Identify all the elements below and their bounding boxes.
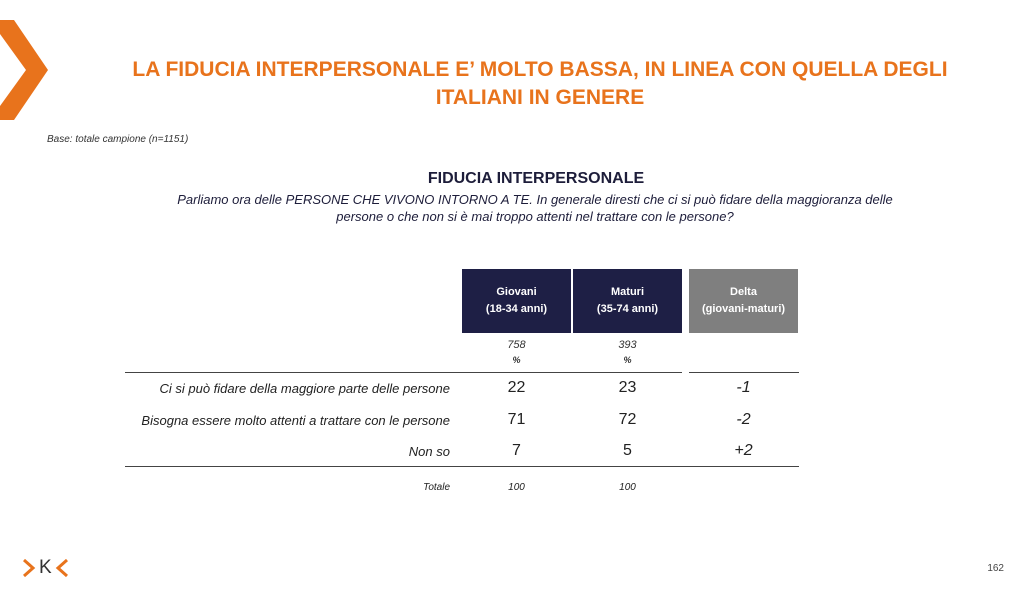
question-line1: Parliamo ora delle PERSONE CHE VIVONO INTORNO A TE. In generale diresti che ci si può fidare della maggioranza delle bbox=[177, 192, 893, 207]
row-value-maturi: 72 bbox=[618, 411, 637, 428]
header-giovani-line2: (18-34 anni) bbox=[485, 303, 548, 315]
section-title: FIDUCIA INTERPERSONALE bbox=[427, 170, 645, 187]
header-giovani-line1: Giovani bbox=[496, 286, 537, 298]
row-value-delta: -2 bbox=[736, 411, 751, 428]
header-maturi-line2: (35-74 anni) bbox=[596, 303, 659, 315]
total-maturi: 100 bbox=[619, 482, 636, 493]
logo-chevron-right-icon bbox=[22, 558, 36, 578]
question-line2: persone o che non si è mai troppo attenti nel trattare con le persone? bbox=[336, 209, 734, 224]
slide-title-line1: LA FIDUCIA INTERPERSONALE E’ MOLTO BASSA, IN LINEA CON QUELLA DEGLI bbox=[132, 58, 948, 81]
base-maturi: 393 bbox=[618, 339, 637, 351]
unit-giovani: % bbox=[512, 355, 521, 365]
slide-title-line2: ITALIANI IN GENERE bbox=[435, 86, 645, 109]
header-maturi bbox=[573, 269, 682, 333]
row-value-maturi: 5 bbox=[623, 442, 632, 459]
chevron-decoration-icon bbox=[0, 20, 50, 130]
base-note: Base: totale campione (n=1151) bbox=[47, 134, 189, 145]
header-delta bbox=[689, 269, 798, 333]
row-value-maturi: 23 bbox=[618, 379, 637, 396]
unit-maturi: % bbox=[623, 355, 632, 365]
total-giovani: 100 bbox=[508, 482, 525, 493]
table-bottom-rule bbox=[125, 466, 799, 467]
question-text bbox=[150, 191, 920, 225]
row-value-delta: -1 bbox=[736, 379, 751, 396]
table-top-rule-delta bbox=[689, 372, 799, 373]
slide-title bbox=[100, 56, 980, 112]
row-value-giovani: 71 bbox=[507, 411, 526, 428]
header-giovani bbox=[462, 269, 571, 333]
row-label: Bisogna essere molto attenti a trattare con le persone bbox=[141, 413, 450, 428]
table-top-rule bbox=[125, 372, 682, 373]
company-logo bbox=[22, 557, 69, 579]
page-number: 162 bbox=[987, 563, 1004, 574]
row-label: Ci si può fidare della maggiore parte delle persone bbox=[159, 381, 450, 396]
header-maturi-line1: Maturi bbox=[611, 286, 644, 298]
header-delta-line1: Delta bbox=[730, 286, 757, 298]
header-delta-line2: (giovani-maturi) bbox=[701, 303, 786, 315]
base-giovani: 758 bbox=[507, 339, 526, 351]
logo-letter: K bbox=[39, 557, 52, 578]
logo-chevron-left-icon bbox=[55, 558, 69, 578]
row-value-giovani: 7 bbox=[512, 442, 521, 459]
row-label: Non so bbox=[408, 444, 450, 459]
total-label: Totale bbox=[423, 482, 450, 493]
row-value-delta: +2 bbox=[734, 442, 753, 459]
row-value-giovani: 22 bbox=[507, 379, 526, 396]
